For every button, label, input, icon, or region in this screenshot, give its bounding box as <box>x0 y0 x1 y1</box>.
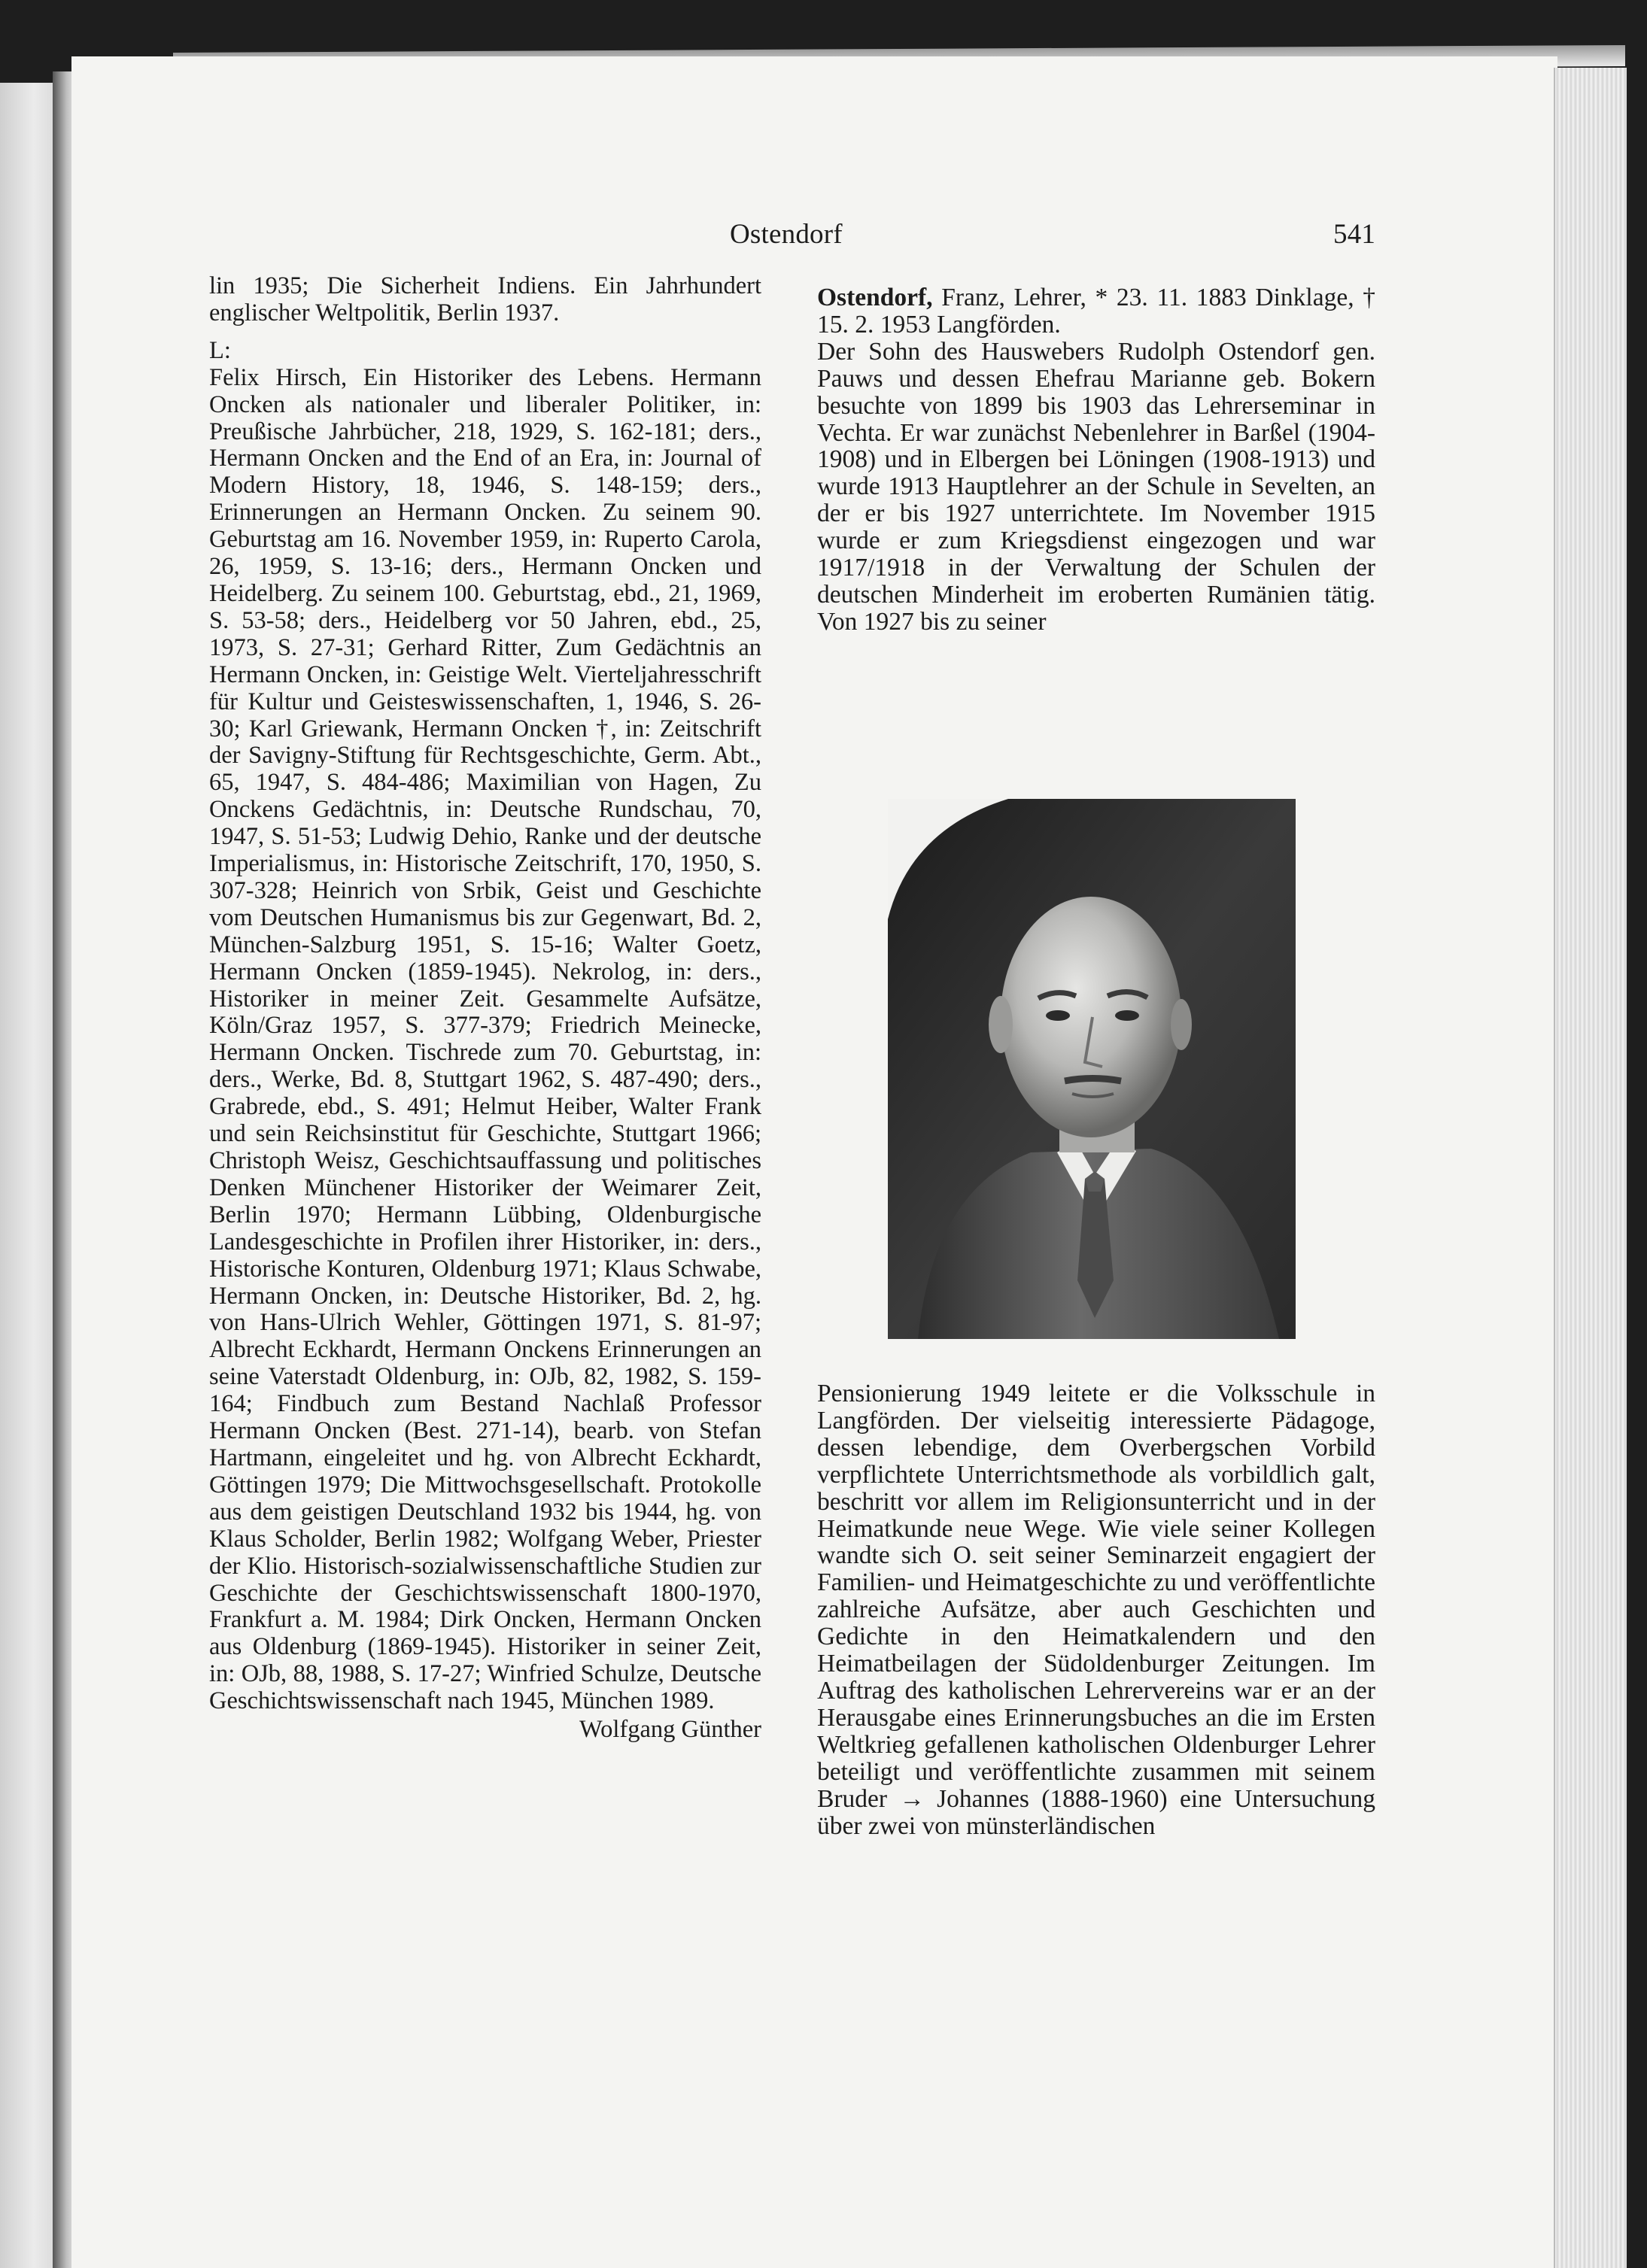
literature-list: Felix Hirsch, Ein Historiker des Lebens. Hermann Oncken als nationaler und liberaler Politiker, in: Preußische Jahrbücher, 218, 1929, S. 162-181; ders., Hermann Oncken and the End of an Era, in: Journal of Modern History, 18, 1946, S. 148-159; ders., Erinnerungen an Hermann Oncken. Zu seinem 90. Geburtstag am 16. November 1959, in: Ruperto Carola, 26, 1959, S. 13-16; ders., Hermann Oncken und Heidelberg. Zu seinem 100. Geburtstag, ebd., 21, 1969, S. 53-58; ders., Heidelberg vor 50 Jahren, ebd., 25, 1973, S. 27-31; Gerhard Ritter, Zum Gedächtnis an Hermann Oncken, in: Geistige Welt. Vierteljahresschrift für Kultur und Geisteswissenschaften, 1, 1946, S. 26-30; Karl Griewank, Hermann Oncken †, in: Zeitschrift der Savigny-Stiftung für Rechtsgeschichte, Germ. Abt., 65, 1947, S. 484-486; Maximilian von Hagen, Zu Onckens Gedächtnis, in: Deutsche Rundschau, 70, 1947, S. 51-53; Ludwig Dehio, Ranke und der deutsche Imperialismus, in: Historische Zeitschrift, 170, 1950, S. 307-328; Heinrich von Srbik, Geist und Geschichte vom Deutschen Humanismus bis zur Gegenwart, Bd. 2, München-Salzburg 1951, S. 15-16; Walter Goetz, Hermann Oncken (1859-1945). Nekrolog, in: ders., Historiker in meiner Zeit. Gesammelte Aufsätze, Köln/Graz 1957, S. 377-379; Friedrich Meinecke, Hermann Oncken. Tischrede zum 70. Geburtstag, in: ders., Werke, Bd. 8, Stuttgart 1962, S. 487-490; ders., Grabrede, ebd., S. 491; Helmut Heiber, Walter Frank und sein Reichsinstitut für Geschichte, Stuttgart 1966; Christoph Weisz, Geschichtsauffassung und politisches Denken Münchener Historiker der Weimarer Zeit, Berlin 1970; Hermann Lübbing, Oldenburgische Landesgeschichte in Profilen ihrer Historiker, in: ders., Historische Konturen, Oldenburg 1971; Klaus Schwabe, Hermann Oncken, in: Deutsche Historiker, Bd. 2, hg. von Hans-Ulrich Wehler, Göttingen 1971, S. 81-97; Albrecht Eckhardt, Hermann Onckens Erinnerungen an seine Vaterstadt Oldenburg, in: OJb, 82, 1982, S. 159-164; Findbuch zum Bestand Nachlaß Professor Hermann Oncken (Best. 271-14), bearb. von Stefan Hartmann, eingeleitet und hg. von Albrecht Eckhardt, Göttingen 1979; Die Mittwochsgesellschaft. Protokolle aus dem geistigen Deutschland 1932 bis 1944, hg. von Klaus Scholder, Berlin 1982; Wolfgang Weber, Priester der Klio. Historisch-sozialwissenschaftliche Studien zur Geschichte der Geschichtswissenschaft 1800-1970, Frankfurt a. M. 1984; Dirk Oncken, Hermann Oncken aus Oldenburg (1869-1945). Historiker in seiner Zeit, in: OJb, 88, 1988, S. 17-27; Winfried Schulze, Deutsche Geschichtswissenschaft nach 1945, München 1989. <box>209 363 761 1715</box>
left-column <box>209 273 761 1744</box>
page-stack-edge <box>1554 68 1627 2268</box>
literature-label: L: <box>209 336 231 364</box>
entry-continuation: lin 1935; Die Sicherheit Indiens. Ein Jahrhundert englischer Weltpolitik, Berlin 1937. <box>209 272 761 326</box>
facing-page-edge <box>0 83 56 2268</box>
entry-header <box>817 284 1375 339</box>
entry-author: Wolfgang Günther <box>579 1716 761 1744</box>
right-column-bottom <box>817 1380 1375 1839</box>
right-column-top <box>817 284 1375 636</box>
entry-header-details: Franz, Lehrer, * 23. 11. 1883 Dinklage, † 15. 2. 1953 Langförden. <box>817 284 1375 339</box>
page-number: 541 <box>1333 219 1376 250</box>
running-head-title: Ostendorf <box>730 219 843 250</box>
entry-name: Ostendorf, <box>817 284 933 311</box>
entry-body-bottom: Pensionierung 1949 leitete er die Volksschule in Langförden. Der vielseitig interessierte Pädagoge, dessen lebendige, dem Overbergschen Vorbild verpflichtete Unterrichtsmethode als vorbildlich galt, beschritt vor allem im Religionsunterricht und in der Heimatkunde neue Wege. Wie viele seiner Kollegen wandte sich O. seit seiner Seminarzeit engagiert der Familien- und Heimatgeschichte zu und veröffentlichte zahlreiche Aufsätze, aber auch Geschichten und Gedichte in den Heimatkalendern und den Heimatbeilagen der Südoldenburger Zeitungen. Im Auftrag des katholischen Lehrervereins war er an der Herausgabe eines Erinnerungsbuches an die im Ersten Weltkrieg gefallenen katholischen Oldenburger Lehrer beteiligt und veröffentlichte zusammen mit seinem Bruder → Johannes (1888-1960) eine Untersuchung über zwei von münsterländischen <box>817 1380 1375 1840</box>
portrait-photo <box>888 799 1296 1339</box>
entry-body-top: Der Sohn des Hauswebers Rudolph Ostendorf gen. Pauws und dessen Ehefrau Marianne geb. Bokern besuchte von 1899 bis 1903 das Lehrerseminar in Vechta. Er war zunächst Nebenlehrer in Barßel (1904-1908) und in Elbergen bei Löningen (1908-1913) und wurde 1913 Hauptlehrer an der Schule in Sevelten, an der er bis 1927 unterrichtete. Im November 1915 wurde er zum Kriegsdienst eingezogen und war 1917/1918 in der Verwaltung der Schulen der deutschen Minderheit im eroberten Rumänien tätig. Von 1927 bis zu seiner <box>817 337 1375 636</box>
